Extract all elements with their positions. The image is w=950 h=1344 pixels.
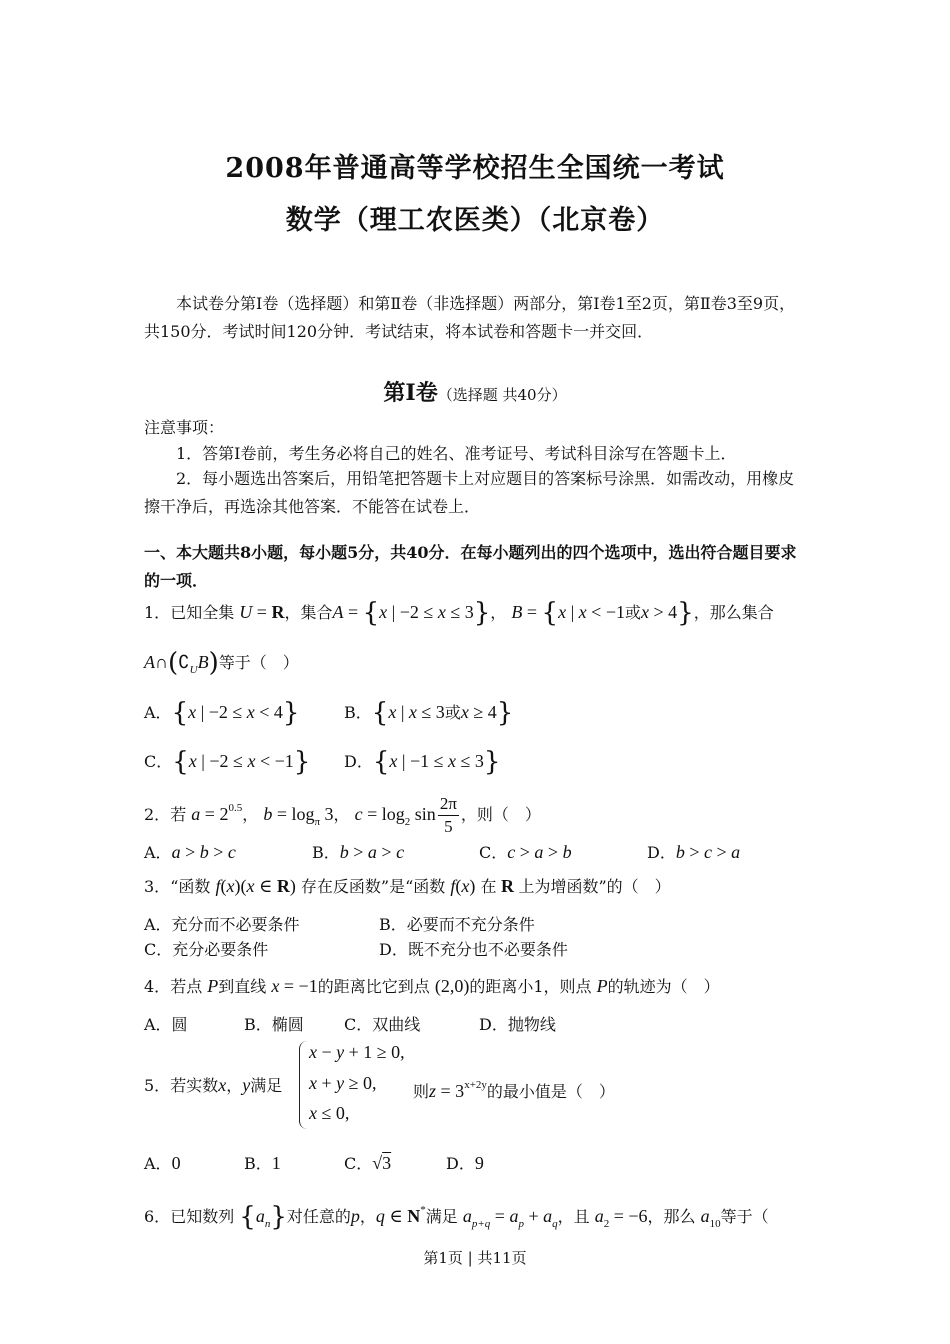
notes-heading: 注意事项： (144, 418, 225, 437)
note-item-1: 1．答第Ⅰ卷前，考生务必将自己的姓名、准考证号、考试科目涂写在答题卡上． (176, 444, 737, 463)
question-3-option-b: B．必要而不充分条件 (379, 915, 535, 934)
note-item-2: 2．每小题选出答案后，用铅笔把答题卡上对应题目的答案标号涂黑．如需改动，用橡皮擦干净后，再选涂其他答案．不能答在试卷上． (144, 469, 795, 516)
question-5-option-a: A．0 (144, 1153, 181, 1173)
question-3-option-d: D．既不充分也不必要条件 (379, 940, 568, 959)
question-2-option-d: D．b > c > a (647, 842, 741, 862)
question-1-cont: $A\cap(∁_UB)$等于（ ） (144, 648, 299, 678)
question-5: 5．若实数x，y满足 (144, 1075, 283, 1095)
question-1-option-c: C．{x | −2 ≤ x < −1} (144, 747, 311, 777)
question-4-option-c: C．双曲线 (344, 1015, 421, 1034)
exam-subtitle: 数学（理工农医类）（北京卷） (285, 205, 665, 236)
question-3-option-c: C．充分必要条件 (144, 940, 269, 959)
question-4-option-b: B．椭圆 (244, 1015, 304, 1034)
section-title-main: 第Ⅰ卷 (383, 380, 438, 406)
question-4-option-d: D．抛物线 (479, 1015, 556, 1034)
constraint-2: x + y ≥ 0, (309, 1073, 377, 1093)
question-2-option-b: B．b > a > c (312, 842, 405, 862)
question-5-objective: 则$z = 3^{x+2y}$的最小值是（ ） (413, 1079, 615, 1101)
section-title (0, 376, 950, 407)
question-6: 6．已知数列 $\{a_n\}$对任意的p，q ∈ N*满足 $a_{p+q} = a_p + a_q$，且 $a_2 = -6$，那么 $a_{10}$等于（ (144, 1202, 769, 1232)
question-2: 2．若 $a = 2^{0.5}$， $b = \log_\pi 3$， $c = \log_2 \sin$ $\frac{2\pi}{5}$ ，则（ ） (144, 794, 541, 836)
question-1-option-a: A．{x | −2 ≤ x < 4} (144, 698, 300, 728)
question-5-option-b: B．1 (244, 1153, 281, 1173)
section-title-note: （选择题 共40分） (437, 386, 567, 404)
question-2-option-a: A．a > b > c (144, 842, 236, 862)
question-1-option-d: D．{x | −1 ≤ x ≤ 3} (344, 747, 501, 777)
question-1: 1．已知全集 U = R，集合A = {x | −2 ≤ x ≤ 3}， B = {x | x < −1或x > 4}，那么集合 (144, 598, 774, 628)
question-4: 4．若点 P到直线 x = −1的距离比它到点 (2,0)的距离小1，则点 P的轨迹为（ ） (144, 976, 720, 996)
question-4-option-a: A．圆 (144, 1015, 188, 1034)
system-brace (299, 1041, 308, 1129)
question-1-option-b: B．{x | x ≤ 3或x ≥ 4} (344, 698, 514, 728)
part-heading: 一、本大题共8小题，每小题5分，共40分．在每小题列出的四个选项中，选出符合题目要求的一项． (144, 543, 797, 590)
question-2-option-c: C．c > a > b (479, 842, 572, 862)
question-5-option-c: C．√3 (344, 1153, 392, 1173)
question-3: 3．“函数 f(x)(x ∈ R) 存在反函数”是“函数 f(x) 在 R 上为增函数”的（ ） (144, 876, 671, 896)
constraint-1: x − y + 1 ≥ 0, (309, 1042, 405, 1062)
exam-title: 2008年普通高等学校招生全国统一考试 (225, 153, 725, 184)
page-footer: 第1页 | 共11页 (423, 1249, 527, 1267)
intro-paragraph: 本试卷分第Ⅰ卷（选择题）和第Ⅱ卷（非选择题）两部分，第Ⅰ卷1至2页，第Ⅱ卷3至9页，共150分．考试时间120分钟．考试结束，将本试卷和答题卡一并交回． (144, 294, 796, 341)
question-3-option-a: A．充分而不必要条件 (144, 915, 300, 934)
constraint-3: x ≤ 0, (309, 1103, 350, 1123)
question-5-option-d: D．9 (446, 1153, 484, 1173)
